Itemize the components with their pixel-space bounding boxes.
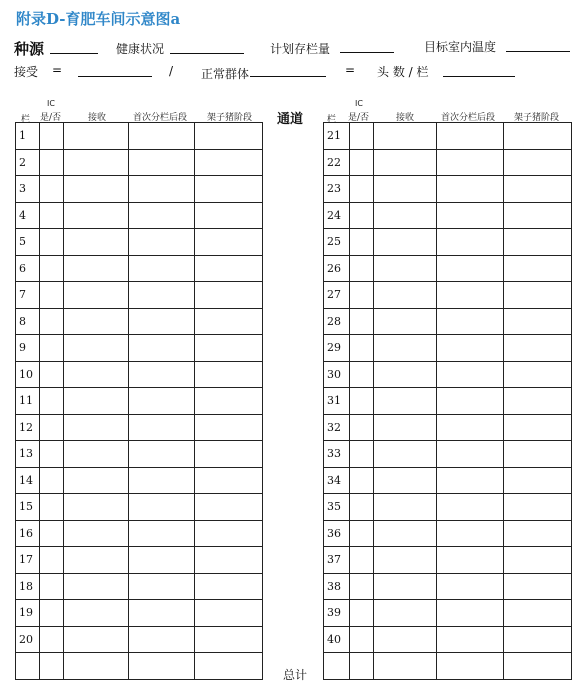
ic-cell[interactable] xyxy=(350,308,374,335)
ic-cell[interactable] xyxy=(350,176,374,203)
first-split-cell[interactable] xyxy=(437,335,504,362)
table-row xyxy=(324,361,572,388)
normal-group-label: 正常群体 xyxy=(201,67,250,81)
first-split-cell[interactable] xyxy=(129,600,195,627)
rack-pig-cell[interactable] xyxy=(504,547,572,574)
ic-cell[interactable] xyxy=(350,414,374,441)
table-row xyxy=(324,520,572,547)
col-pen-right: 栏 xyxy=(327,115,337,125)
ic-cell[interactable] xyxy=(350,123,374,150)
receive-cell[interactable] xyxy=(374,176,437,203)
receive-cell[interactable] xyxy=(374,388,437,415)
table-row xyxy=(324,308,572,335)
first-split-cell[interactable] xyxy=(437,202,504,229)
table-row xyxy=(16,414,263,441)
receive-cell[interactable] xyxy=(374,149,437,176)
ic-cell[interactable] xyxy=(350,653,374,680)
first-split-cell[interactable] xyxy=(129,149,195,176)
receive-cell[interactable] xyxy=(374,361,437,388)
ic-cell[interactable] xyxy=(40,388,64,415)
rack-pig-cell[interactable] xyxy=(195,149,263,176)
first-split-cell[interactable] xyxy=(437,441,504,468)
receive-cell[interactable] xyxy=(64,441,129,468)
receive-cell[interactable] xyxy=(64,149,129,176)
receive-cell[interactable] xyxy=(64,467,129,494)
table-row xyxy=(324,467,572,494)
pen-number-cell: 11 xyxy=(16,388,40,415)
table-row xyxy=(16,467,263,494)
first-split-cell[interactable] xyxy=(437,308,504,335)
first-split-cell[interactable] xyxy=(129,229,195,256)
first-split-cell[interactable] xyxy=(129,441,195,468)
receive-cell[interactable] xyxy=(374,520,437,547)
receive-cell[interactable] xyxy=(64,282,129,309)
rack-pig-cell[interactable] xyxy=(195,494,263,521)
first-split-cell[interactable] xyxy=(437,547,504,574)
table-row xyxy=(16,653,263,680)
table-row xyxy=(16,388,263,415)
right-pen-table xyxy=(323,122,572,680)
first-split-cell[interactable] xyxy=(437,361,504,388)
ic-cell[interactable] xyxy=(350,229,374,256)
pen-number-cell: 18 xyxy=(16,573,40,600)
breed-field[interactable] xyxy=(50,53,98,54)
receive-cell[interactable] xyxy=(374,653,437,680)
table-row xyxy=(324,335,572,362)
table-row xyxy=(324,653,572,680)
first-split-cell[interactable] xyxy=(129,255,195,282)
rack-pig-cell[interactable] xyxy=(195,361,263,388)
ic-cell[interactable] xyxy=(350,520,374,547)
receive-cell[interactable] xyxy=(64,229,129,256)
col-ic-bottom-left: 是/否 xyxy=(40,113,62,123)
ic-cell[interactable] xyxy=(40,202,64,229)
rack-pig-cell[interactable] xyxy=(195,282,263,309)
equals-sign-2: = xyxy=(345,63,356,77)
receive-cell[interactable] xyxy=(374,441,437,468)
table-row xyxy=(324,600,572,627)
receive-label: 接受 xyxy=(14,65,39,79)
target-temp-label: 目标室内温度 xyxy=(424,40,497,54)
pen-number-cell: 5 xyxy=(16,229,40,256)
pen-number-cell: 39 xyxy=(324,600,350,627)
equals-sign: = xyxy=(52,63,63,77)
col-ic-top-left: IC xyxy=(47,99,55,108)
col-pen-left: 栏 xyxy=(21,115,31,125)
ic-cell[interactable] xyxy=(40,361,64,388)
ic-cell[interactable] xyxy=(40,414,64,441)
first-split-cell[interactable] xyxy=(129,494,195,521)
rack-pig-cell[interactable] xyxy=(504,123,572,150)
receive-cell[interactable] xyxy=(374,123,437,150)
ic-cell[interactable] xyxy=(40,149,64,176)
ic-cell[interactable] xyxy=(40,123,64,150)
table-row xyxy=(16,573,263,600)
pen-number-cell: 29 xyxy=(324,335,350,362)
ic-cell[interactable] xyxy=(350,441,374,468)
table-row xyxy=(324,441,572,468)
rack-pig-cell[interactable] xyxy=(504,414,572,441)
first-split-cell[interactable] xyxy=(437,123,504,150)
aisle-label: 通道 xyxy=(277,112,304,127)
first-split-cell[interactable] xyxy=(437,149,504,176)
pen-number-cell: 24 xyxy=(324,202,350,229)
normal-group-field[interactable] xyxy=(250,76,326,77)
health-field[interactable] xyxy=(170,53,244,54)
first-split-cell[interactable] xyxy=(129,414,195,441)
col-ic-bottom-right: 是/否 xyxy=(348,113,370,123)
pen-number-cell: 23 xyxy=(324,176,350,203)
ic-cell[interactable] xyxy=(40,494,64,521)
per-pen-field[interactable] xyxy=(443,76,515,77)
left-pen-table xyxy=(15,122,263,680)
ic-cell[interactable] xyxy=(40,600,64,627)
table-row xyxy=(16,547,263,574)
planned-stock-label: 计划存栏量 xyxy=(270,42,331,56)
receive-cell[interactable] xyxy=(64,547,129,574)
rack-pig-cell[interactable] xyxy=(504,308,572,335)
receive-cell[interactable] xyxy=(374,626,437,653)
rack-pig-cell[interactable] xyxy=(504,255,572,282)
first-split-cell[interactable] xyxy=(129,626,195,653)
col-ic-top-right: IC xyxy=(355,99,363,108)
first-split-cell[interactable] xyxy=(437,414,504,441)
ic-cell[interactable] xyxy=(350,626,374,653)
pen-number-cell: 3 xyxy=(16,176,40,203)
pen-number-cell: 28 xyxy=(324,308,350,335)
first-split-cell[interactable] xyxy=(437,600,504,627)
col-receive-left: 接收 xyxy=(88,113,107,123)
table-row xyxy=(16,176,263,203)
ic-cell[interactable] xyxy=(40,653,64,680)
receive-cell[interactable] xyxy=(64,388,129,415)
rack-pig-cell[interactable] xyxy=(504,202,572,229)
receive-cell[interactable] xyxy=(64,520,129,547)
ic-cell[interactable] xyxy=(350,600,374,627)
rack-pig-cell[interactable] xyxy=(504,388,572,415)
receive-cell[interactable] xyxy=(374,255,437,282)
rack-pig-cell[interactable] xyxy=(195,255,263,282)
receive-cell[interactable] xyxy=(374,467,437,494)
first-split-cell[interactable] xyxy=(129,361,195,388)
rack-pig-cell[interactable] xyxy=(504,494,572,521)
rack-pig-cell[interactable] xyxy=(195,467,263,494)
ic-cell[interactable] xyxy=(350,335,374,362)
table-row xyxy=(324,176,572,203)
rack-pig-cell[interactable] xyxy=(195,123,263,150)
planned-stock-field[interactable] xyxy=(340,52,394,53)
first-split-cell[interactable] xyxy=(437,255,504,282)
receive-cell[interactable] xyxy=(374,600,437,627)
rack-pig-cell[interactable] xyxy=(504,335,572,362)
rack-pig-cell[interactable] xyxy=(195,626,263,653)
ic-cell[interactable] xyxy=(40,441,64,468)
pen-number-cell: 17 xyxy=(16,547,40,574)
first-split-cell[interactable] xyxy=(437,573,504,600)
pen-number-cell: 1 xyxy=(16,123,40,150)
ic-cell[interactable] xyxy=(40,308,64,335)
rack-pig-cell[interactable] xyxy=(504,229,572,256)
receive-cell[interactable] xyxy=(64,573,129,600)
rack-pig-cell[interactable] xyxy=(195,335,263,362)
first-split-cell[interactable] xyxy=(129,388,195,415)
rack-pig-cell[interactable] xyxy=(504,573,572,600)
pen-number-cell: 40 xyxy=(324,626,350,653)
rack-pig-cell[interactable] xyxy=(504,626,572,653)
rack-pig-cell[interactable] xyxy=(195,388,263,415)
table-row xyxy=(324,573,572,600)
table-row xyxy=(324,388,572,415)
pen-number-cell: 21 xyxy=(324,123,350,150)
col-first-split-left: 首次分栏后段 xyxy=(133,113,188,123)
col-rack-pig-right: 架子猪阶段 xyxy=(514,113,560,123)
pen-number-cell: 13 xyxy=(16,441,40,468)
ic-cell[interactable] xyxy=(40,520,64,547)
table-row xyxy=(16,229,263,256)
ic-cell[interactable] xyxy=(350,494,374,521)
pen-number-cell: 6 xyxy=(16,255,40,282)
receive-cell[interactable] xyxy=(64,176,129,203)
pen-number-cell: 32 xyxy=(324,414,350,441)
table-row xyxy=(324,229,572,256)
receive-cell[interactable] xyxy=(374,335,437,362)
first-split-cell[interactable] xyxy=(437,653,504,680)
receive-cell[interactable] xyxy=(374,282,437,309)
pen-number-cell: 8 xyxy=(16,308,40,335)
first-split-cell[interactable] xyxy=(129,335,195,362)
pen-number-cell: 38 xyxy=(324,573,350,600)
health-label: 健康状况 xyxy=(116,42,165,56)
ic-cell[interactable] xyxy=(40,176,64,203)
receive-cell[interactable] xyxy=(64,626,129,653)
first-split-cell[interactable] xyxy=(129,467,195,494)
ic-cell[interactable] xyxy=(350,149,374,176)
receive-cell[interactable] xyxy=(64,361,129,388)
receive-cell[interactable] xyxy=(374,573,437,600)
pen-number-cell: 9 xyxy=(16,335,40,362)
pen-number-cell xyxy=(324,653,350,680)
first-split-cell[interactable] xyxy=(129,202,195,229)
pen-number-cell: 10 xyxy=(16,361,40,388)
per-pen-label: 头 数 / 栏 xyxy=(377,65,429,79)
first-split-cell[interactable] xyxy=(437,520,504,547)
table-row xyxy=(324,494,572,521)
first-split-cell[interactable] xyxy=(129,547,195,574)
table-row xyxy=(324,149,572,176)
ic-cell[interactable] xyxy=(40,467,64,494)
receive-cell[interactable] xyxy=(64,653,129,680)
table-row xyxy=(324,414,572,441)
first-split-cell[interactable] xyxy=(129,176,195,203)
ic-cell[interactable] xyxy=(350,547,374,574)
pen-number-cell: 37 xyxy=(324,547,350,574)
receive-cell[interactable] xyxy=(374,414,437,441)
pen-number-cell: 25 xyxy=(324,229,350,256)
pen-number-cell: 12 xyxy=(16,414,40,441)
rack-pig-cell[interactable] xyxy=(195,414,263,441)
first-split-cell[interactable] xyxy=(437,229,504,256)
first-split-cell[interactable] xyxy=(437,467,504,494)
first-split-cell[interactable] xyxy=(437,282,504,309)
pen-number-cell: 36 xyxy=(324,520,350,547)
rack-pig-cell[interactable] xyxy=(504,467,572,494)
rack-pig-cell[interactable] xyxy=(195,176,263,203)
ic-cell[interactable] xyxy=(40,229,64,256)
pen-number-cell: 15 xyxy=(16,494,40,521)
ic-cell[interactable] xyxy=(40,255,64,282)
receive-cell[interactable] xyxy=(374,308,437,335)
rack-pig-cell[interactable] xyxy=(195,229,263,256)
rack-pig-cell[interactable] xyxy=(195,202,263,229)
pen-number-cell: 35 xyxy=(324,494,350,521)
table-row xyxy=(16,202,263,229)
rack-pig-cell[interactable] xyxy=(504,361,572,388)
rack-pig-cell[interactable] xyxy=(504,653,572,680)
ic-cell[interactable] xyxy=(350,388,374,415)
receive-cell[interactable] xyxy=(64,123,129,150)
pen-number-cell: 34 xyxy=(324,467,350,494)
rack-pig-cell[interactable] xyxy=(504,149,572,176)
slash-sign: / xyxy=(169,64,174,78)
first-split-cell[interactable] xyxy=(129,282,195,309)
first-split-cell[interactable] xyxy=(129,308,195,335)
table-row xyxy=(324,626,572,653)
table-row xyxy=(16,600,263,627)
table-row xyxy=(16,494,263,521)
receive-cell[interactable] xyxy=(374,547,437,574)
table-row xyxy=(324,123,572,150)
first-split-cell[interactable] xyxy=(129,573,195,600)
rack-pig-cell[interactable] xyxy=(195,520,263,547)
ic-cell[interactable] xyxy=(40,335,64,362)
table-row xyxy=(324,547,572,574)
col-rack-pig-left: 架子猪阶段 xyxy=(207,113,253,123)
pen-number-cell xyxy=(16,653,40,680)
first-split-cell[interactable] xyxy=(129,520,195,547)
receive-cell[interactable] xyxy=(64,335,129,362)
ic-cell[interactable] xyxy=(40,282,64,309)
ic-cell[interactable] xyxy=(40,573,64,600)
page-title: 附录D-育肥车间示意图a xyxy=(16,10,181,28)
first-split-cell[interactable] xyxy=(437,388,504,415)
first-split-cell[interactable] xyxy=(129,653,195,680)
rack-pig-cell[interactable] xyxy=(195,308,263,335)
rack-pig-cell[interactable] xyxy=(504,600,572,627)
pen-number-cell: 7 xyxy=(16,282,40,309)
pen-number-cell: 22 xyxy=(324,149,350,176)
rack-pig-cell[interactable] xyxy=(195,653,263,680)
table-row xyxy=(16,520,263,547)
rack-pig-cell[interactable] xyxy=(195,441,263,468)
receive-cell[interactable] xyxy=(64,600,129,627)
pen-number-cell: 2 xyxy=(16,149,40,176)
table-row xyxy=(16,308,263,335)
col-receive-right: 接收 xyxy=(396,113,415,123)
ic-cell[interactable] xyxy=(350,361,374,388)
receive-cell[interactable] xyxy=(64,202,129,229)
receive-cell[interactable] xyxy=(64,414,129,441)
first-split-cell[interactable] xyxy=(129,123,195,150)
pen-number-cell: 19 xyxy=(16,600,40,627)
table-row xyxy=(324,255,572,282)
pen-number-cell: 33 xyxy=(324,441,350,468)
pen-number-cell: 27 xyxy=(324,282,350,309)
pen-number-cell: 31 xyxy=(324,388,350,415)
target-temp-field[interactable] xyxy=(506,51,570,52)
table-row xyxy=(16,626,263,653)
pen-number-cell: 16 xyxy=(16,520,40,547)
receive-cell[interactable] xyxy=(64,255,129,282)
ic-cell[interactable] xyxy=(350,255,374,282)
col-first-split-right: 首次分栏后段 xyxy=(441,113,496,123)
total-label: 总计 xyxy=(283,668,308,682)
rack-pig-cell[interactable] xyxy=(195,600,263,627)
pen-number-cell: 20 xyxy=(16,626,40,653)
receive-field[interactable] xyxy=(78,76,152,77)
table-row xyxy=(324,202,572,229)
ic-cell[interactable] xyxy=(350,467,374,494)
pen-number-cell: 4 xyxy=(16,202,40,229)
ic-cell[interactable] xyxy=(40,547,64,574)
table-row xyxy=(16,123,263,150)
receive-cell[interactable] xyxy=(374,202,437,229)
table-row xyxy=(16,149,263,176)
rack-pig-cell[interactable] xyxy=(504,520,572,547)
ic-cell[interactable] xyxy=(350,202,374,229)
receive-cell[interactable] xyxy=(64,308,129,335)
table-row xyxy=(16,255,263,282)
table-row xyxy=(16,441,263,468)
rack-pig-cell[interactable] xyxy=(504,441,572,468)
rack-pig-cell[interactable] xyxy=(195,573,263,600)
receive-cell[interactable] xyxy=(64,494,129,521)
receive-cell[interactable] xyxy=(374,494,437,521)
table-row xyxy=(16,361,263,388)
first-split-cell[interactable] xyxy=(437,626,504,653)
breed-label: 种源 xyxy=(14,40,45,58)
ic-cell[interactable] xyxy=(350,573,374,600)
first-split-cell[interactable] xyxy=(437,176,504,203)
pen-number-cell: 30 xyxy=(324,361,350,388)
table-row xyxy=(16,282,263,309)
rack-pig-cell[interactable] xyxy=(504,282,572,309)
rack-pig-cell[interactable] xyxy=(195,547,263,574)
first-split-cell[interactable] xyxy=(437,494,504,521)
pen-number-cell: 26 xyxy=(324,255,350,282)
ic-cell[interactable] xyxy=(350,282,374,309)
table-row xyxy=(324,282,572,309)
ic-cell[interactable] xyxy=(40,626,64,653)
rack-pig-cell[interactable] xyxy=(504,176,572,203)
receive-cell[interactable] xyxy=(374,229,437,256)
table-row xyxy=(16,335,263,362)
pen-number-cell: 14 xyxy=(16,467,40,494)
